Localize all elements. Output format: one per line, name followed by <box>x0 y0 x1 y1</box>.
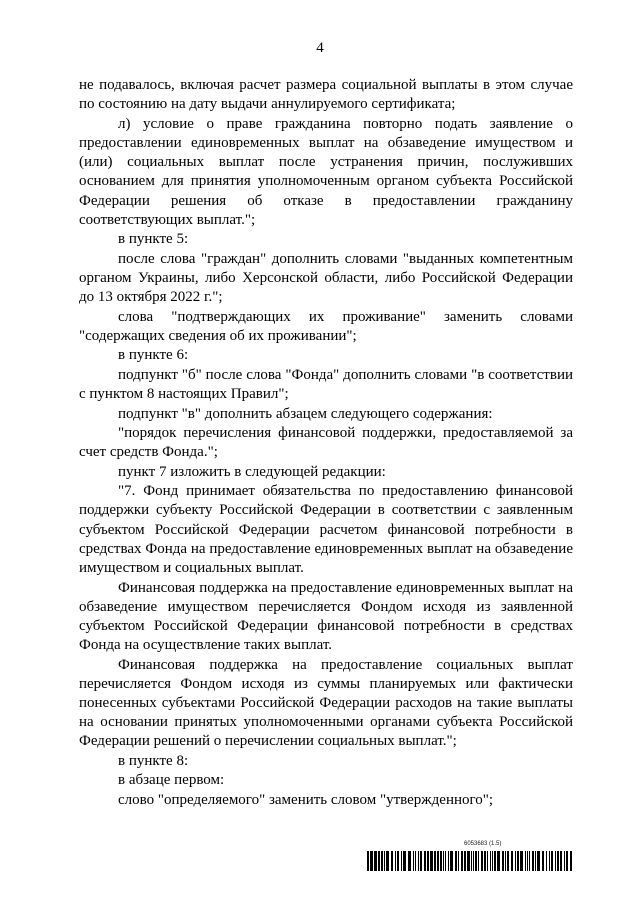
barcode-bar <box>478 851 479 871</box>
paragraph: не подавалось, включая расчет размера социальной выплаты в этом случае по состоянию на дату выдачи аннулируемого сертификата; <box>79 77 573 113</box>
barcode-bar <box>434 851 436 871</box>
barcode-bar <box>445 851 446 871</box>
document-stamp: 6053683 (1.5) <box>464 841 502 847</box>
barcode-bar <box>557 851 559 871</box>
barcode-bar <box>427 851 429 871</box>
barcode-bar <box>374 851 377 871</box>
paragraph: в абзаце первом: <box>118 772 225 789</box>
barcode-bar <box>430 851 433 871</box>
paragraph: в пункте 8: <box>118 752 189 769</box>
barcode-bar <box>507 851 509 871</box>
barcode-bar <box>391 851 393 871</box>
barcode-bar <box>455 851 457 871</box>
paragraph: слова "подтверждающих их проживание" заменить словами "содержащих сведения об их проживании"; <box>79 308 573 344</box>
page-number: 4 <box>316 40 324 56</box>
barcode-bar <box>481 851 483 871</box>
barcode-bar <box>484 851 486 871</box>
barcode-bar <box>370 851 373 871</box>
barcode-bar <box>529 851 530 871</box>
barcode-bar <box>413 851 414 871</box>
paragraph: слово "определяемого" заменить словом "утвержденного"; <box>118 791 494 808</box>
barcode-bar <box>384 851 385 871</box>
barcode-bar <box>467 851 470 871</box>
paragraph: "7. Фонд принимает обязательства по предоставлению финансовой поддержки субъекту Российской Федерации в соответствии с заявленным субъектом Российской Федерации расчетом финансовой потребности в средствах Фонда на предоставление единовременных выплат на обзаведение имуществом и социальных выплат. <box>79 483 573 577</box>
paragraph: л) условие о праве гражданина повторно подать заявление о предоставлении единовременных выплат на обзаведение имуществом и (или) социальных выплат после устранения причин, послуживших основанием для принятия уполномоченным органом субъекта Российской Федерации решения об отказе в предоставлении гражданину соответствующих выплат."; <box>79 115 573 228</box>
paragraph: Финансовая поддержка на предоставление единовременных выплат на обзаведение имуществом перечисляется Фондом исходя из заявленной субъектом Российской Федерации финансовой потребности в средствах Фонда на осуществление таких выплат. <box>79 579 573 654</box>
barcode-bar <box>570 851 572 871</box>
barcode-bar <box>566 851 568 871</box>
barcode-bar <box>473 851 474 871</box>
barcode-bar <box>443 851 444 871</box>
barcode-bar <box>532 851 534 871</box>
barcode-bar <box>367 851 369 871</box>
barcode-bar <box>502 851 504 871</box>
barcode-bar <box>492 851 493 871</box>
barcode-bar <box>525 851 526 871</box>
barcode-bar <box>497 851 500 871</box>
barcode-bar <box>418 851 419 871</box>
barcode-bar <box>515 851 516 871</box>
barcode-bar <box>527 851 528 871</box>
barcode-bar <box>471 851 472 871</box>
barcode-bar <box>401 851 402 871</box>
barcode-bar <box>535 851 536 871</box>
barcode-bar <box>475 851 477 871</box>
barcode-bar <box>487 851 488 871</box>
barcode-icon <box>367 851 573 871</box>
barcode-bar <box>424 851 426 871</box>
paragraph: в пункте 6: <box>118 347 189 364</box>
barcode-bar <box>560 851 562 871</box>
barcode-bar <box>542 851 544 871</box>
barcode-bar <box>440 851 442 871</box>
barcode-bar <box>415 851 416 871</box>
barcode-bar <box>551 851 553 871</box>
barcode-bar <box>395 851 396 871</box>
barcode-bar <box>397 851 399 871</box>
paragraph: подпункт "б" после слова "Фонда" дополнить словами "в соответствии с пунктом 8 настоящих Правил"; <box>79 366 573 403</box>
document-body <box>79 76 573 810</box>
barcode-bar <box>448 851 449 871</box>
barcode-bar <box>549 851 550 871</box>
paragraph: "порядок перечисления финансовой поддержки, предоставляемой за счет средств Фонда."; <box>79 425 573 461</box>
barcode-bar <box>461 851 463 871</box>
barcode-bar <box>520 851 523 871</box>
barcode-bar <box>555 851 556 871</box>
barcode-bar <box>490 851 491 871</box>
barcode-bar <box>494 851 496 871</box>
barcode-bar <box>386 851 389 871</box>
barcode-bar <box>517 851 519 871</box>
barcode-bar <box>458 851 459 871</box>
barcode-bar <box>420 851 422 871</box>
barcode-bar <box>403 851 406 871</box>
barcode-bar <box>378 851 380 871</box>
paragraph: Финансовая поддержка на предоставление социальных выплат перечисляется Фондом исходя из суммы планируемых или фактически понесенных субъектами Российской Федерации расходов на такие выплаты на основании принятых уполномоченными органами субъекта Российской Федерации решений о перечислении социальных выплат."; <box>79 656 573 750</box>
paragraph: подпункт "в" дополнить абзацем следующего содержания: <box>118 405 493 422</box>
barcode-bar <box>505 851 506 871</box>
barcode-bar <box>450 851 453 871</box>
barcode-bar <box>464 851 466 871</box>
barcode-bar <box>437 851 439 871</box>
barcode-bar <box>408 851 411 871</box>
paragraph: после слова "граждан" дополнить словами "выданных компетентным органом Украины, либо Херсонской области, либо Российской Федерации до 13 октября 2022 г."; <box>79 250 573 306</box>
barcode-bar <box>537 851 540 871</box>
paragraph: в пункте 5: <box>118 231 189 248</box>
barcode-bar <box>546 851 547 871</box>
barcode-bar <box>381 851 383 871</box>
barcode-bar <box>564 851 565 871</box>
barcode-bar <box>511 851 513 871</box>
paragraph: пункт 7 изложить в следующей редакции: <box>118 463 386 480</box>
